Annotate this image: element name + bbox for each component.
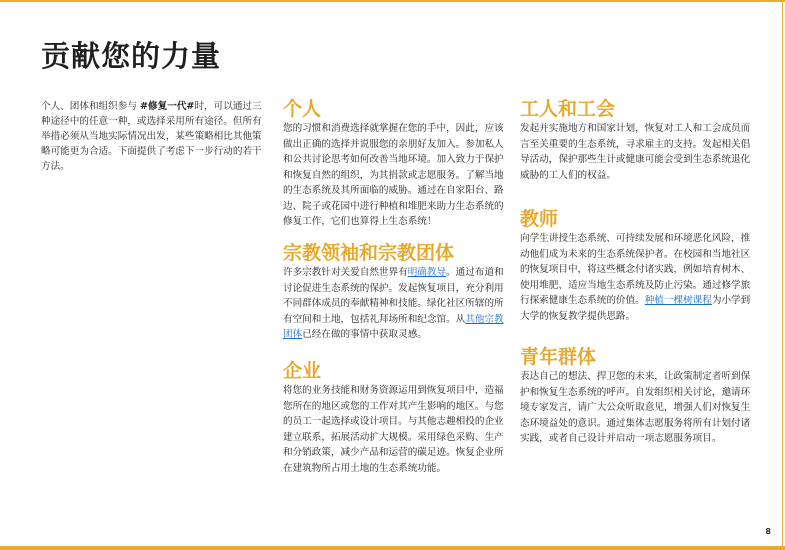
section-youth <box>520 345 752 447</box>
intro-hashtag: #修复一代# <box>140 101 195 112</box>
intro-paragraph <box>41 99 269 174</box>
faith-heading: 宗教领袖和宗教团体 <box>283 242 455 264</box>
bottom-accent-bar <box>0 546 785 550</box>
teachers-link-plant-a-tree[interactable]: 种植一棵树课程 <box>644 295 712 306</box>
top-accent-bar <box>0 0 785 2</box>
faith-link-teachings[interactable]: 明确教导 <box>407 267 447 278</box>
workers-heading: 工人和工会 <box>520 98 616 120</box>
section-individuals <box>283 97 508 230</box>
page-title: 贡献您的力量 <box>41 39 222 73</box>
faith-body <box>283 265 508 343</box>
faith-body-3: 已经在做的事情中获取灵感。 <box>302 329 427 340</box>
section-teachers <box>520 207 752 324</box>
section-faith <box>283 241 508 343</box>
individuals-body: 您的习惯和消费选择就掌握在您的手中，因此，应该做出正确的选择并说服您的亲朋好友加入。参加私人和公共讨论思考如何改善当地环境。加入致力于保护和恢复自然的组织，为其捐款或志愿服务。了解当地的生态系统及其所面临的威胁。通过在自家阳台、路边、院子或花园中进行种植和堆肥来助力生态系统的修复工作，它们也算得上生态系统！ <box>283 123 504 227</box>
intro-text-after: 时，可以通过三种途径中的任意一种，或选择采用所有途径。但所有举措必须从当地实际情况出发，某些策略相比其他策略可能更为合适。下面提供了考虑下一步行动的若干方法。 <box>41 101 262 172</box>
faith-body-2: 。通过布道和讨论促进生态系统的保护。发起恢复项目，充分利用不同群体成员的奉献精神和技能。绿化社区所辖的所有空间和土地，包括礼拜场所和纪念馆。从 <box>283 267 504 325</box>
workers-body: 发起并实施地方和国家计划，恢复对工人和工会成员而言至关重要的生态系统，寻求雇主的支持。发起相关倡导活动，保护那些生计或健康可能会受到生态系统退化威胁的工人们的权益。 <box>520 123 751 181</box>
teachers-heading: 教师 <box>520 208 559 230</box>
individuals-heading: 个人 <box>283 98 322 120</box>
business-heading: 企业 <box>283 360 322 382</box>
intro-text-before: 个人、团体和组织参与 <box>41 101 140 112</box>
faith-link-other-groups[interactable]: 其他宗教团体 <box>283 313 504 340</box>
business-body: 将您的业务技能和财务资源运用到恢复项目中，造福您所在的地区或您的工作对其产生影响的地区。与您的员工一起选择或设计项目。与其他志趣相投的企业建立联系，拓展活动扩大规模。采用绿色采购、生产和分销政策，减少产品和运营的碳足迹。恢复企业所在建筑物所占用土地的生态系统功能。 <box>283 385 504 474</box>
section-business <box>283 359 508 476</box>
youth-heading: 青年群体 <box>520 346 597 368</box>
section-workers <box>520 97 752 183</box>
page-number: 8 <box>765 527 771 536</box>
teachers-body-2: 为小学到大学的恢复教学提供思路。 <box>520 295 751 322</box>
teachers-body-1: 向学生讲授生态系统、可持续发展和环境恶化风险，推动他们成为未来的生态系统保护者。在校园和当地社区的恢复项目中，将这些概念付诸实践，例如培育树木、使用堆肥、适应当地生态系统及防止污染。通过修学旅行探索健康生态系统的价值。 <box>520 233 751 306</box>
faith-body-1: 许多宗教针对关爱自然世界有 <box>283 267 408 278</box>
teachers-body <box>520 231 752 324</box>
youth-body: 表达自己的想法、捍卫您的未来，让政策制定者听到保护和恢复生态系统的呼声。自发组织相关讨论，邀请环境专家发言，请广大公众听取意见，增强人们对恢复生态环境益处的意识。通过集体志愿服务将所有计划付诸实践，或者自己设计并启动一项志愿服务项目。 <box>520 371 751 444</box>
